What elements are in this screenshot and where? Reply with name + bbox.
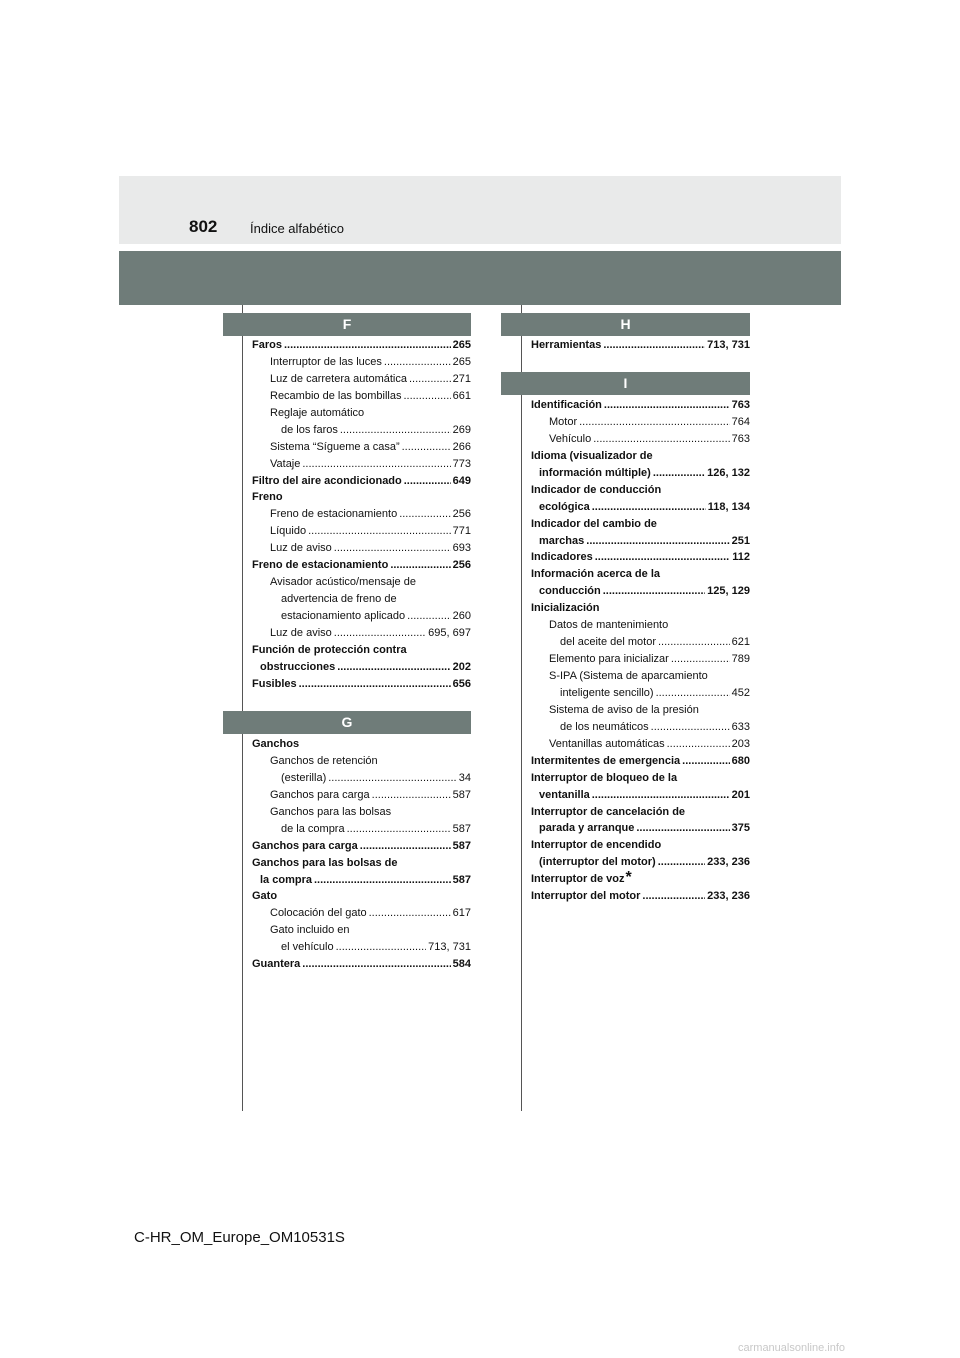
index-entry-page[interactable]: 271	[452, 372, 471, 385]
index-entry-page[interactable]: 265	[452, 339, 471, 351]
index-entry-leader	[340, 422, 451, 439]
index-entry-label: Elemento para inicializar	[549, 653, 669, 666]
index-entry-leader	[284, 337, 451, 354]
page-number: 802	[189, 217, 218, 236]
index-entry-page[interactable]: 375	[731, 822, 750, 835]
index-entry-page[interactable]: 789	[731, 653, 750, 666]
index-entry	[252, 838, 471, 855]
index-entry	[531, 804, 750, 821]
header-dark-band	[119, 251, 841, 305]
index-entry-page[interactable]: 713, 731	[428, 941, 471, 954]
index-entry-page[interactable]: 584	[452, 958, 471, 971]
index-entry-label: información múltiple)	[539, 466, 651, 479]
index-entry-page[interactable]: 452	[731, 686, 750, 699]
index-entry-label: Avisador acústico/mensaje de	[270, 576, 416, 589]
index-entry-leader	[390, 557, 450, 574]
header-band	[119, 176, 841, 244]
index-entry-label: Interruptor de las luces	[270, 355, 382, 368]
index-entry	[252, 872, 471, 889]
index-entry-leader	[642, 888, 705, 905]
index-entry-page[interactable]: 693	[452, 542, 471, 555]
index-entry	[252, 557, 471, 574]
index-entry-page[interactable]: 680	[731, 754, 750, 767]
index-entry	[252, 659, 471, 676]
index-entry-page[interactable]: 764	[731, 415, 750, 428]
index-entry	[531, 753, 750, 770]
index-entry-page[interactable]: 763	[731, 399, 750, 411]
index-entry-label: Indicador de conducción	[531, 483, 662, 496]
index-entry-label: el vehículo	[281, 941, 334, 954]
index-entry-label: de los neumáticos	[560, 720, 649, 733]
index-entry-page[interactable]: 118, 134	[707, 500, 750, 513]
index-entry-page[interactable]: 713, 731	[707, 339, 750, 351]
index-entry-label: Colocación del gato	[270, 907, 367, 920]
index-entry	[531, 600, 750, 617]
index-entry	[531, 549, 750, 566]
right-column-rule	[521, 305, 522, 1111]
index-entry	[531, 583, 750, 600]
index-entry	[252, 371, 471, 388]
index-entry	[252, 905, 471, 922]
index-entry	[531, 482, 750, 499]
index-entry-page[interactable]: 621	[731, 636, 750, 649]
index-entry	[531, 499, 750, 516]
index-entry-label: Gato incluido en	[270, 924, 350, 937]
index-entry-leader	[593, 431, 729, 448]
index-entry-leader	[636, 820, 729, 837]
index-letter-g: G	[223, 711, 471, 734]
index-entry	[252, 855, 471, 872]
index-entry-label: S-IPA (Sistema de aparcamiento	[549, 670, 708, 682]
index-entry	[252, 753, 471, 770]
index-entry-label: Luz de aviso	[270, 626, 332, 639]
page-title: Índice alfabético	[250, 221, 344, 236]
index-entry	[252, 821, 471, 838]
index-entry-page[interactable]: 763	[731, 432, 750, 445]
index-entry-leader	[586, 533, 729, 550]
index-entry-label: Interruptor del motor	[531, 890, 641, 903]
index-entry-leader	[369, 905, 451, 922]
index-entry	[531, 888, 750, 905]
index-entry-page[interactable]: 251	[731, 534, 750, 547]
index-entry	[531, 702, 750, 719]
index-entry-label: Indicador del cambio de	[531, 517, 657, 530]
index-entry-leader	[334, 540, 451, 557]
index-entry-leader	[603, 337, 705, 354]
index-entry	[252, 922, 471, 939]
index-entry-leader	[603, 583, 705, 600]
index-entry	[252, 506, 471, 523]
index-entry	[252, 337, 471, 354]
index-entry-leader	[384, 354, 451, 371]
index-entry-leader	[402, 439, 451, 456]
index-entry-page[interactable]: 233, 236	[707, 890, 750, 903]
index-entry-label: Intermitentes de emergencia	[531, 754, 681, 767]
index-entry-page[interactable]: 587	[452, 873, 471, 886]
index-entry	[252, 888, 471, 905]
index-entry-leader	[336, 939, 427, 956]
index-entry-page[interactable]: 203	[731, 737, 750, 750]
index-entry-label: estacionamiento aplicado	[281, 610, 406, 622]
index-entry	[531, 719, 750, 736]
index-entry-label: Herramientas	[531, 339, 602, 351]
index-entry-label: inteligente sencillo)	[560, 686, 654, 699]
index-entry-label: Indicadores	[531, 551, 593, 564]
index-entry-leader	[595, 549, 731, 566]
index-entry-label: Interruptor de bloqueo de la	[531, 771, 678, 784]
index-entry-label: Ventanillas automáticas	[549, 737, 665, 750]
index-entry-label: del aceite del motor	[560, 636, 656, 649]
index-entry-leader	[579, 414, 730, 431]
index-list-i	[531, 397, 750, 905]
index-entry-leader	[656, 685, 730, 702]
index-entry-leader	[360, 838, 451, 855]
index-letter-i: I	[501, 372, 750, 395]
index-entry	[252, 422, 471, 439]
index-entry	[252, 405, 471, 422]
index-entry-label: Recambio de las bombillas	[270, 389, 402, 402]
index-entry-label: Ganchos para carga	[270, 788, 370, 801]
index-entry	[531, 634, 750, 651]
index-entry-leader	[347, 821, 451, 838]
index-entry-leader	[667, 736, 730, 753]
index-entry-label: Guantera	[252, 958, 301, 971]
index-entry-leader	[314, 872, 451, 889]
index-entry	[531, 431, 750, 448]
index-entry-page[interactable]: 126, 132	[707, 466, 750, 479]
index-entry-label: advertencia de freno de	[281, 593, 397, 606]
index-entry-label: Datos de mantenimiento	[549, 619, 669, 632]
index-entry-label: Interruptor de cancelación de	[531, 805, 686, 818]
index-entry-page[interactable]: 773	[452, 457, 471, 470]
index-entry-page[interactable]: 256	[452, 508, 471, 521]
left-column-rule	[242, 305, 243, 1111]
index-entry-label: Fusibles	[252, 677, 297, 690]
index-entry	[252, 354, 471, 371]
index-entry-page[interactable]: 661	[452, 389, 471, 402]
index-entry	[252, 608, 471, 625]
index-entry-leader	[334, 625, 426, 642]
index-entry	[531, 397, 750, 414]
index-entry	[252, 388, 471, 405]
index-entry-label: la compra	[260, 873, 312, 886]
index-entry-page[interactable]: 202	[452, 660, 471, 673]
index-entry-label: Luz de aviso	[270, 542, 332, 555]
index-entry-label: Gato	[252, 890, 278, 903]
index-entry-page[interactable]: 695, 697	[428, 626, 471, 639]
index-list-f	[252, 337, 471, 693]
index-entry	[252, 804, 471, 821]
index-entry-label: Faros	[252, 339, 282, 351]
index-entry-leader	[302, 456, 450, 473]
index-entry-leader	[299, 676, 451, 693]
index-entry-leader	[407, 608, 451, 625]
index-entry	[531, 617, 750, 634]
index-entry	[531, 685, 750, 702]
index-entry-label: Interruptor de encendido	[531, 839, 662, 852]
index-entry-label: de los faros	[281, 423, 338, 436]
index-entry-label: Luz de carretera automática	[270, 372, 407, 385]
index-entry-label: Ganchos para carga	[252, 839, 358, 852]
index-entry-label: marchas	[539, 534, 585, 547]
index-entry	[252, 473, 471, 490]
index-entry-page[interactable]: 265	[452, 355, 471, 368]
index-entry-label: Vataje	[270, 457, 301, 470]
index-entry-leader	[328, 770, 457, 787]
index-entry-label: Ganchos	[252, 738, 300, 750]
index-entry-page[interactable]: 34	[458, 771, 471, 784]
index-entry-page[interactable]: 633	[731, 720, 750, 733]
index-entry-page[interactable]: 587	[452, 788, 471, 801]
index-entry-page[interactable]: 269	[452, 423, 471, 436]
index-entry-label: Idioma (visualizador de	[531, 449, 653, 462]
watermark: carmanualsonline.info	[738, 1342, 846, 1354]
index-entry-page[interactable]: 266	[452, 440, 471, 453]
index-entry-page[interactable]: 112	[732, 551, 750, 564]
index-entry-label: obstrucciones	[260, 660, 336, 673]
index-entry	[531, 668, 750, 685]
index-entry	[531, 448, 750, 465]
index-entry-leader	[658, 854, 705, 871]
index-entry	[252, 770, 471, 787]
index-entry-label: Vehículo	[549, 432, 592, 445]
index-entry-leader	[671, 651, 730, 668]
index-entry-label: (esterilla)	[281, 771, 327, 784]
index-entry-label: ecológica	[539, 500, 590, 513]
index-list-h	[531, 337, 750, 354]
index-entry	[531, 337, 750, 354]
index-entry	[252, 956, 471, 973]
index-entry-label: Ganchos de retención	[270, 754, 378, 767]
index-entry	[531, 465, 750, 482]
index-entry-label: Filtro del aire acondicionado	[252, 474, 402, 487]
index-entry-label: Freno	[252, 491, 283, 504]
index-entry-leader	[308, 523, 451, 540]
index-entry-label: Líquido	[270, 525, 307, 538]
index-entry	[252, 625, 471, 642]
index-entry	[252, 574, 471, 591]
index-entry-page[interactable]: 771	[452, 525, 471, 538]
index-entry	[252, 489, 471, 506]
index-entry-label: conducción	[539, 585, 601, 598]
index-entry-label: Freno de estacionamiento	[252, 559, 389, 572]
index-entry	[531, 837, 750, 854]
index-entry-label: Función de protección contra	[252, 643, 407, 656]
index-entry	[252, 456, 471, 473]
index-entry-label: Ganchos para las bolsas de	[252, 856, 398, 869]
index-entry-label: Ganchos para las bolsas	[270, 805, 392, 818]
index-entry	[531, 566, 750, 583]
index-entry-leader	[592, 499, 706, 516]
index-entry-label: Inicialización	[531, 602, 600, 615]
index-entry-leader	[372, 787, 451, 804]
index-entry-page[interactable]: 649	[452, 474, 471, 487]
index-entry-leader	[592, 787, 730, 804]
index-entry-label: Sistema de aviso de la presión	[549, 703, 699, 716]
index-entry-label: Motor	[549, 415, 578, 428]
index-entry: Interruptor de voz *	[531, 869, 632, 887]
index-entry-label: Identificación	[531, 399, 602, 411]
index-entry-label: parada y arranque	[539, 822, 635, 835]
index-entry	[531, 820, 750, 837]
index-entry-leader	[604, 397, 730, 414]
index-entry-label: de la compra	[281, 822, 345, 835]
index-entry-leader	[682, 753, 729, 770]
index-entry	[252, 787, 471, 804]
index-entry-page[interactable]: 617	[452, 907, 471, 920]
index-entry	[531, 854, 750, 871]
index-entry-leader	[653, 465, 705, 482]
index-entry-leader	[403, 388, 450, 405]
index-entry	[252, 540, 471, 557]
index-entry	[531, 533, 750, 550]
index-letter-h: H	[501, 313, 750, 336]
index-entry-leader	[658, 634, 730, 651]
index-entry-leader	[337, 659, 450, 676]
index-entry-page[interactable]: 125, 129	[707, 585, 750, 598]
index-entry	[252, 439, 471, 456]
index-entry-leader	[409, 371, 451, 388]
index-entry-leader	[651, 719, 730, 736]
index-entry-page[interactable]: 233, 236	[707, 856, 750, 869]
index-entry-leader	[399, 506, 450, 523]
index-entry-page[interactable]: 656	[452, 677, 471, 690]
index-entry-label: Freno de estacionamiento	[270, 508, 398, 521]
index-entry	[531, 414, 750, 431]
index-entry-label: Sistema “Sígueme a casa”	[270, 440, 400, 453]
index-entry-page[interactable]: 587	[452, 822, 471, 835]
index-entry-label: Interruptor de voz	[531, 873, 625, 886]
index-entry	[531, 516, 750, 533]
index-entry	[531, 736, 750, 753]
index-entry-page[interactable]: 256	[452, 559, 471, 572]
index-entry	[252, 591, 471, 608]
index-entry-leader	[302, 956, 450, 973]
index-entry	[531, 787, 750, 804]
index-entry	[252, 676, 471, 693]
index-entry-label: (interruptor del motor)	[539, 856, 656, 869]
index-letter-f: F	[223, 313, 471, 336]
index-entry	[252, 523, 471, 540]
index-entry-leader	[404, 473, 451, 490]
index-entry-page[interactable]: 587	[452, 839, 471, 852]
index-entry-label: ventanilla	[539, 788, 590, 801]
index-entry-label: Información acerca de la	[531, 568, 660, 581]
index-list-g	[252, 736, 471, 973]
index-entry	[531, 770, 750, 787]
index-entry	[252, 736, 471, 753]
index-entry-label: Reglaje automático	[270, 406, 365, 419]
document-code: C-HR_OM_Europe_OM10531S	[134, 1229, 345, 1246]
index-entry	[531, 651, 750, 668]
index-entry-page[interactable]: 201	[731, 788, 750, 801]
index-entry-page[interactable]: 260	[452, 610, 471, 622]
index-entry	[252, 939, 471, 956]
index-entry	[252, 642, 471, 659]
